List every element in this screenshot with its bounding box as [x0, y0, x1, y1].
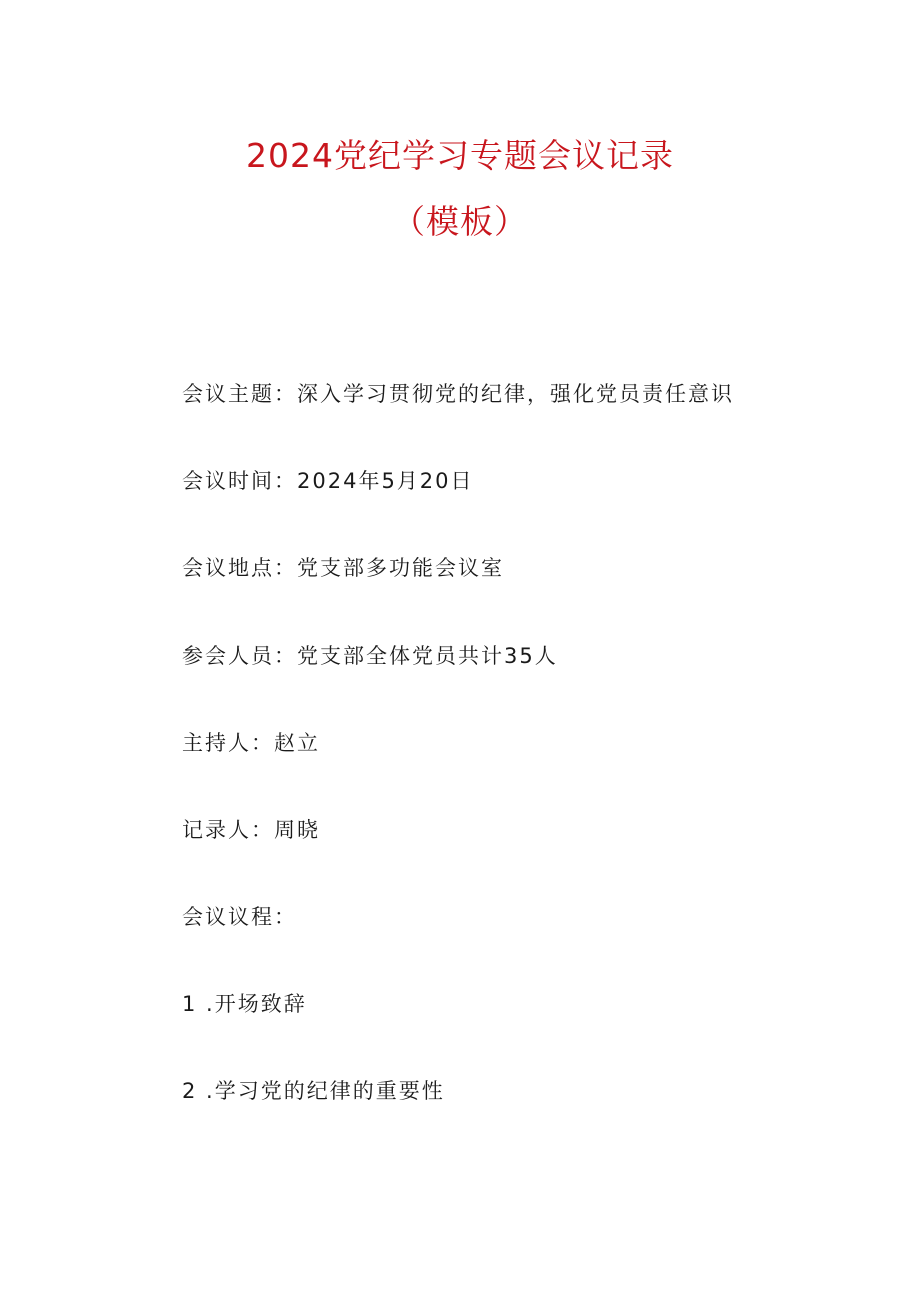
document-subtitle: （模板）	[392, 202, 528, 241]
document-title: 2024党纪学习专题会议记录	[246, 136, 674, 175]
meeting-recorder: 记录人：周晓	[182, 818, 320, 842]
agenda-item: 1 .开场致辞	[182, 992, 307, 1016]
agenda-heading: 会议议程：	[182, 905, 297, 929]
meeting-time: 会议时间：2024年5月20日	[182, 469, 474, 493]
meeting-topic: 会议主题：深入学习贯彻党的纪律，强化党员责任意识	[182, 382, 734, 406]
agenda-item: 2 .学习党的纪律的重要性	[182, 1079, 445, 1103]
meeting-attendees: 参会人员：党支部全体党员共计35人	[182, 644, 558, 668]
meeting-location: 会议地点：党支部多功能会议室	[182, 556, 504, 580]
meeting-host: 主持人：赵立	[182, 731, 320, 755]
